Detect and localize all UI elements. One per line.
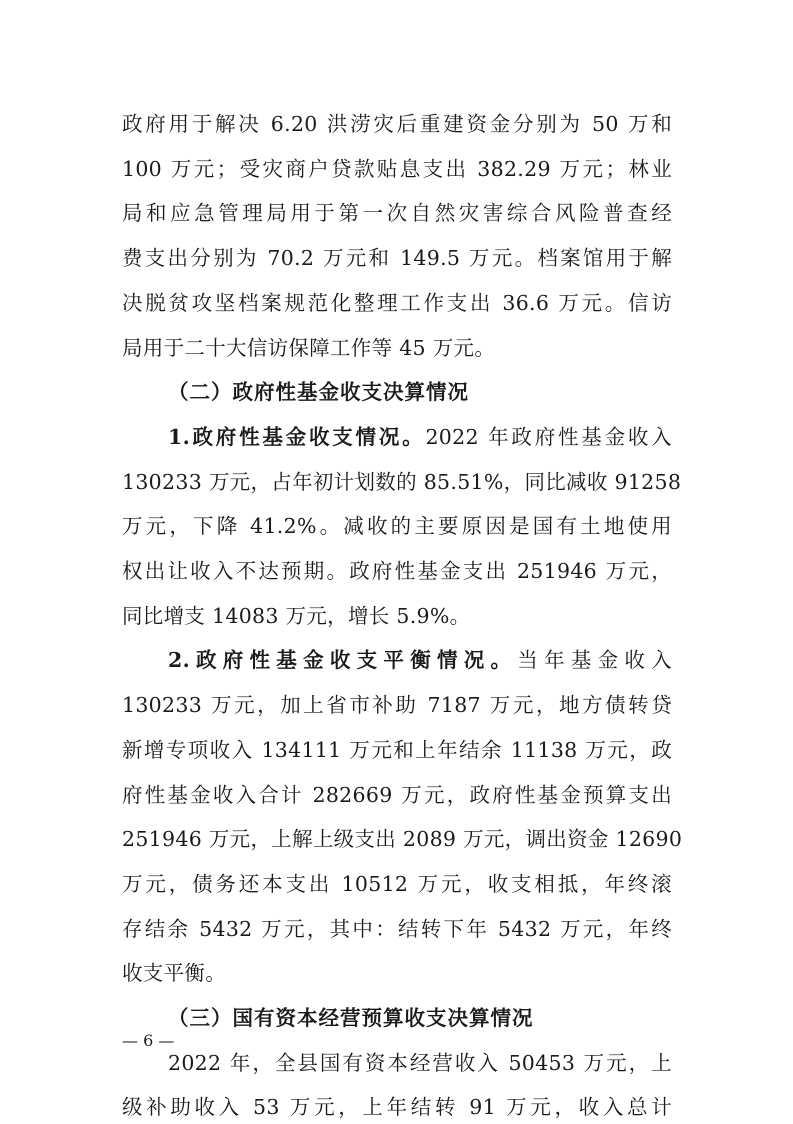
section-3-heading: （三）国有资本经营预算收支决算情况 bbox=[168, 1006, 534, 1030]
item-2-line-8: 收支平衡。 bbox=[122, 961, 226, 985]
item-2-line-3: 新增专项收入 134111 万元和上年结余 11138 万元，政 bbox=[122, 738, 672, 762]
item-2-lead: 2.政府性基金收支平衡情况。 bbox=[168, 648, 518, 672]
intro-line-3: 局和应急管理局用于第一次自然灾害综合风险普查经 bbox=[122, 201, 672, 225]
intro-line-1: 政府用于解决 6.20 洪涝灾后重建资金分别为 50 万和 bbox=[122, 112, 672, 136]
item-2-line-7: 存结余 5432 万元，其中：结转下年 5432 万元，年终 bbox=[122, 917, 672, 941]
intro-line-2: 100 万元；受灾商户贷款贴息支出 382.29 万元；林业 bbox=[122, 157, 672, 181]
item-2-line-5: 251946 万元，上解上级支出 2089 万元，调出资金 12690 bbox=[122, 827, 683, 851]
item-2-line-2: 130233 万元，加上省市补助 7187 万元，地方债转贷 bbox=[122, 693, 672, 717]
page-number: — 6 — bbox=[122, 1031, 175, 1050]
intro-line-6: 局用于二十大信访保障工作等 45 万元。 bbox=[122, 336, 496, 360]
item-1-first-line-text: 2022 年政府性基金收入 bbox=[425, 425, 672, 449]
item-1-line-2: 130233 万元，占年初计划数的 85.51%，同比减收 91258 bbox=[122, 470, 682, 494]
section-3-line-2: 级补助收入 53 万元，上年结转 91 万元，收入总计 bbox=[122, 1095, 672, 1119]
item-1-first-line bbox=[168, 420, 672, 454]
section-2-heading: （二）政府性基金收支决算情况 bbox=[168, 380, 469, 404]
item-2-line-4: 府性基金收入合计 282669 万元，政府性基金预算支出 bbox=[122, 783, 672, 807]
item-2-first-line-text: 当年基金收入 bbox=[517, 648, 672, 672]
item-2-line-6: 万元，债务还本支出 10512 万元，收支相抵，年终滚 bbox=[122, 872, 672, 896]
item-1-line-4: 权出让收入不达预期。政府性基金支出 251946 万元， bbox=[122, 559, 672, 583]
section-3-line-1: 2022 年，全县国有资本经营收入 50453 万元，上 bbox=[168, 1051, 672, 1075]
item-1-line-3: 万元，下降 41.2%。减收的主要原因是国有土地使用 bbox=[122, 514, 672, 538]
intro-line-4: 费支出分别为 70.2 万元和 149.5 万元。档案馆用于解 bbox=[122, 246, 672, 270]
item-2-first-line bbox=[168, 643, 672, 677]
item-1-lead: 1.政府性基金收支情况。 bbox=[168, 425, 426, 449]
item-1-line-5: 同比增支 14083 万元，增长 5.9%。 bbox=[122, 604, 471, 628]
intro-line-5: 决脱贫攻坚档案规范化整理工作支出 36.6 万元。信访 bbox=[122, 291, 672, 315]
